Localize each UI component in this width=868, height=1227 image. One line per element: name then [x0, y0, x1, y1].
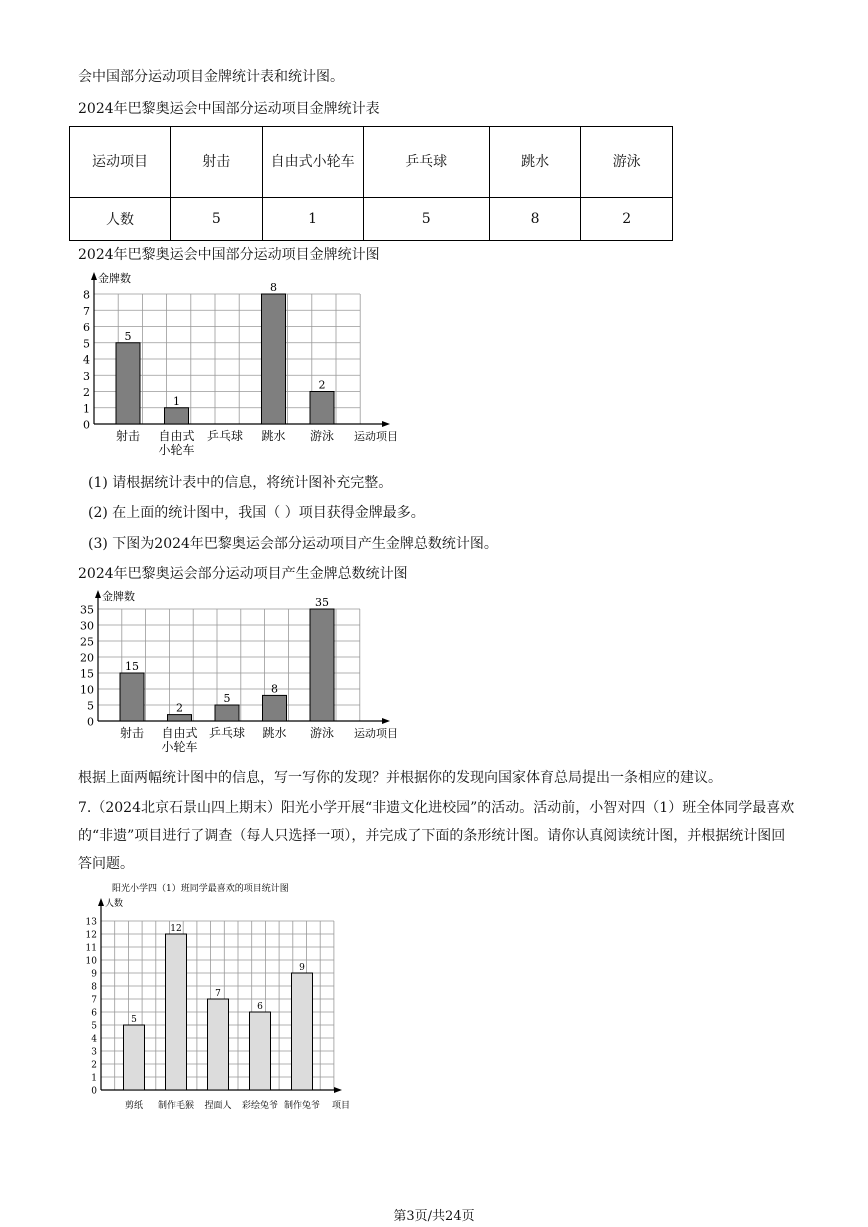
y-tick-label: 9	[91, 969, 97, 980]
y-tick-label: 0	[83, 418, 90, 432]
y-tick-label: 25	[80, 635, 94, 649]
y-tick-label: 7	[91, 995, 97, 1006]
table-cell: 5	[171, 198, 263, 241]
bar-value-label: 5	[124, 329, 132, 343]
x-axis-arrow	[382, 718, 390, 724]
category-label: 自由式	[158, 429, 195, 443]
table-cell: 5	[363, 198, 489, 241]
category-label: 乒乓球	[206, 429, 244, 443]
bar	[168, 715, 192, 721]
bar	[263, 695, 287, 721]
y-axis-label: 人数	[105, 899, 124, 909]
bar-value-label: 8	[271, 682, 278, 696]
category-label: 游泳	[309, 726, 335, 740]
y-tick-label: 6	[91, 1008, 97, 1019]
bar	[292, 973, 313, 1090]
category-label: 小轮车	[161, 740, 198, 754]
problem-7-text: 7.（2024北京石景山四上期末）阳光小学开展“非遗文化进校园”的活动。活动前，小智对四（1）班全体同学最喜欢的“非遗”项目进行了调查（每人只选择一项），并完成了下面的条形统计图。请你认真阅读统计图，并根据统计图回答问题。	[78, 800, 795, 872]
category-label: 彩绘兔爷	[241, 1101, 279, 1111]
y-axis-label: 金牌数	[102, 590, 135, 603]
bar	[116, 343, 140, 424]
category-label: 自由式	[161, 726, 198, 740]
x-axis-label: 运动项目	[354, 430, 398, 443]
chart1-title: 2024年巴黎奥运会中国部分运动项目金牌统计图	[78, 247, 380, 263]
bar-value-label: 7	[215, 989, 221, 999]
category-label: 跳水	[261, 429, 286, 443]
intro-line: 会中国部分运动项目金牌统计表和统计图。	[78, 69, 344, 85]
y-tick-label: 12	[85, 930, 97, 941]
y-tick-label: 2	[83, 386, 90, 399]
bar-value-label: 12	[170, 924, 182, 934]
y-axis-label: 金牌数	[98, 272, 131, 285]
y-tick-label: 20	[80, 651, 94, 665]
y-tick-label: 5	[87, 699, 94, 713]
finding-prompt: 根据上面两幅统计图中的信息，写一写你的发现？并根据你的发现向国家体育总局提出一条相应的建议。	[78, 770, 722, 786]
y-tick-label: 8	[83, 288, 90, 302]
bar	[310, 392, 334, 425]
y-tick-label: 0	[87, 715, 94, 729]
bar	[165, 408, 189, 424]
table-header-label: 运动项目	[70, 127, 171, 198]
medal-bar-chart	[72, 266, 432, 458]
y-tick-label: 3	[91, 1047, 97, 1058]
bar-value-label: 15	[125, 660, 139, 673]
category-label: 游泳	[309, 429, 335, 443]
category-label: 制作兔爷	[283, 1101, 321, 1111]
category-label: 跳水	[262, 726, 287, 740]
bar	[124, 1025, 145, 1090]
bar-value-label: 5	[131, 1015, 137, 1025]
bar-value-label: 9	[299, 963, 305, 973]
bar	[250, 1012, 271, 1090]
bar-value-label: 35	[315, 596, 329, 609]
y-axis-arrow	[91, 272, 97, 280]
bar	[208, 999, 229, 1090]
bar-value-label: 1	[173, 394, 180, 408]
y-tick-label: 5	[91, 1021, 97, 1032]
question-2: (2) 在上面的统计图中，我国（ ）项目获得金牌最多。	[88, 505, 425, 521]
table-row-label: 人数	[70, 198, 171, 241]
table-header-cell: 自由式小轮车	[262, 127, 363, 198]
category-label: 射击	[119, 726, 145, 740]
favorite-project-bar-chart	[72, 880, 372, 1116]
y-tick-label: 30	[80, 619, 94, 633]
y-axis-arrow	[95, 590, 101, 598]
y-tick-label: 35	[80, 603, 94, 617]
y-tick-label: 11	[85, 943, 97, 954]
x-axis-label: 运动项目	[354, 727, 398, 740]
table-header-cell: 跳水	[489, 127, 581, 198]
medal-table	[69, 126, 673, 241]
table-value-row	[70, 198, 673, 241]
y-tick-label: 8	[91, 982, 97, 993]
y-tick-label: 15	[80, 667, 94, 681]
page-footer: 第3页/共24页	[393, 1209, 475, 1224]
bar-value-label: 2	[318, 378, 326, 392]
y-tick-label: 2	[91, 1060, 97, 1071]
x-axis-arrow	[334, 1087, 342, 1093]
y-tick-label: 5	[83, 337, 90, 351]
bar	[120, 673, 144, 721]
bar-value-label: 8	[270, 281, 277, 294]
chart3-title: 阳光小学四（1）班同学最喜欢的项目统计图	[112, 884, 289, 894]
y-tick-label: 7	[83, 304, 90, 318]
bar	[310, 609, 334, 721]
y-tick-label: 1	[83, 402, 90, 416]
category-label: 剪纸	[124, 1101, 144, 1111]
category-label: 射击	[115, 429, 141, 443]
y-tick-label: 10	[85, 956, 97, 967]
y-tick-label: 6	[83, 321, 90, 334]
table-header-row	[70, 127, 673, 198]
x-axis-label: 项目	[332, 1101, 351, 1111]
bar-value-label: 6	[257, 1002, 263, 1012]
y-tick-label: 0	[91, 1086, 97, 1097]
table-header-cell: 射击	[171, 127, 263, 198]
bar	[262, 294, 286, 424]
question-3: (3) 下图为2024年巴黎奥运会部分运动项目产生金牌总数统计图。	[88, 536, 498, 552]
table-header-cell: 游泳	[581, 127, 673, 198]
category-label: 制作毛猴	[157, 1101, 195, 1111]
x-axis-arrow	[382, 421, 390, 427]
y-tick-label: 10	[80, 683, 94, 697]
category-label: 小轮车	[158, 443, 195, 457]
y-tick-label: 1	[91, 1073, 97, 1084]
category-label: 捏面人	[204, 1101, 232, 1111]
y-axis-arrow	[98, 898, 104, 906]
table-cell: 1	[262, 198, 363, 241]
chart2-title: 2024年巴黎奥运会部分运动项目产生金牌总数统计图	[78, 566, 408, 582]
category-label: 乒乓球	[208, 726, 246, 740]
y-tick-label: 13	[85, 917, 97, 928]
y-tick-label: 3	[83, 369, 90, 383]
y-tick-label: 4	[91, 1034, 97, 1045]
table-title: 2024年巴黎奥运会中国部分运动项目金牌统计表	[78, 101, 380, 117]
bar-value-label: 2	[176, 701, 183, 715]
total-medal-bar-chart	[72, 586, 432, 758]
table-cell: 2	[581, 198, 673, 241]
bar	[215, 705, 239, 721]
table-cell: 8	[489, 198, 581, 241]
bar	[166, 934, 187, 1090]
bar-value-label: 5	[223, 692, 231, 705]
question-1: (1) 请根据统计表中的信息，将统计图补充完整。	[88, 475, 393, 491]
y-tick-label: 4	[83, 353, 90, 367]
table-header-cell: 乒乓球	[363, 127, 489, 198]
